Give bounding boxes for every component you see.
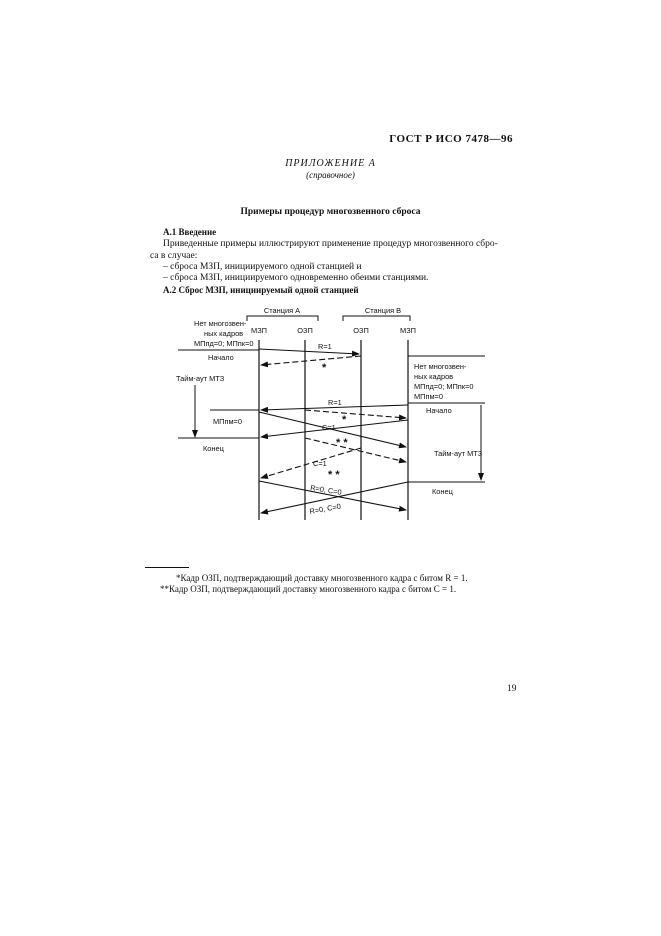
column-label-mzp-a: МЗП <box>251 326 267 335</box>
ack-r1-a-to-b <box>305 410 406 418</box>
left-note-line3: МПпд=0; МПпк=0 <box>194 339 254 348</box>
intro-paragraph-line2: са в случае: <box>150 251 198 261</box>
intro-list-item: – сброса МЗП, инициируемого одной станцией и <box>163 262 362 272</box>
message-label-c1-a: C=1 <box>322 423 336 432</box>
subsection-heading: А.2 Сброс МЗП, инициируемый одной станцией <box>163 285 359 295</box>
footnote-1: *Кадр ОЗП, подтверждающий доставку многозвенного кадра с битом R = 1. <box>176 573 468 583</box>
left-start-label: Начало <box>208 353 234 362</box>
message-label-c1-b: C=1 <box>313 459 327 468</box>
column-label-ozp-a: ОЗП <box>297 326 313 335</box>
appendix-title: ПРИЛОЖЕНИЕ А <box>285 158 376 169</box>
station-a-label: Станция А <box>263 306 301 315</box>
ack-star-double-a: * * <box>336 437 348 449</box>
message-label-r0c0-b: R=0, C=0 <box>308 501 342 516</box>
footnote-separator <box>145 567 189 568</box>
left-note-line2: ных кадров <box>204 329 244 338</box>
intro-list-item: – сброса МЗП, инициируемого одновременно обеими станциями. <box>163 273 429 283</box>
station-a-bracket <box>247 316 318 321</box>
right-note-line1: Нет многозвен- <box>414 362 467 371</box>
right-note-line4: МПпм=0 <box>414 392 443 401</box>
station-b-label: Станция В <box>364 306 402 315</box>
message-label-r1-a: R=1 <box>318 342 332 351</box>
right-note-line3: МПпд=0; МПпк=0 <box>414 382 474 391</box>
right-timeout-label: Тайм-аут МТЗ <box>434 449 483 458</box>
page-number: 19 <box>507 684 517 694</box>
right-end-label: Конец <box>432 487 453 496</box>
message-label-r1-b: R=1 <box>328 398 342 407</box>
message-label-r0c0-a: R=0, C=0 <box>309 483 343 497</box>
left-end-label: Конец <box>203 444 224 453</box>
left-note-line1: Нет многозвен- <box>194 319 247 328</box>
intro-heading: А.1 Введение <box>163 227 217 237</box>
intro-paragraph-line1: Приведенные примеры иллюстрируют применение процедур многозвенного сбро- <box>163 239 498 249</box>
right-start-label: Начало <box>426 406 452 415</box>
message-r1-a-to-b <box>259 349 359 354</box>
column-label-ozp-b: ОЗП <box>353 326 369 335</box>
left-timeout-label: Тайм-аут МТЗ <box>176 374 225 383</box>
ack-c1-b-to-a <box>261 448 361 478</box>
standard-id: ГОСТ Р ИСО 7478—96 <box>389 133 513 145</box>
left-mppm-label: МПпм=0 <box>213 417 242 426</box>
right-note-line2: ных кадров <box>414 372 454 381</box>
ack-star-single-b: * <box>342 414 347 426</box>
column-label-mzp-b: МЗП <box>400 326 416 335</box>
section-title: Примеры процедур многозвенного сброса <box>240 207 421 217</box>
station-b-bracket <box>343 316 410 321</box>
ack-star-double-b: * * <box>328 469 340 481</box>
ack-r1-b-to-a <box>261 356 361 365</box>
ack-star-single-a: * <box>322 362 327 374</box>
footnote-2: **Кадр ОЗП, подтверждающий доставку многозвенного кадра с битом C = 1. <box>160 584 457 594</box>
appendix-subtitle: (справочное) <box>306 170 355 180</box>
